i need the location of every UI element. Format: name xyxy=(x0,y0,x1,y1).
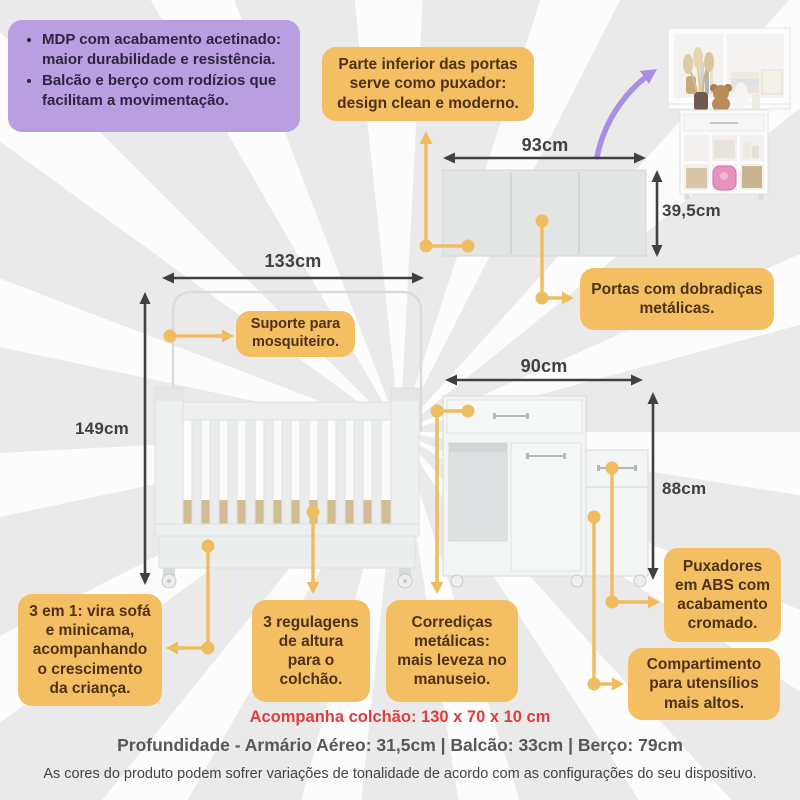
feature-list-box xyxy=(8,20,300,132)
callout-doors-handle: Parte inferior das portas serve como puxador: design clean e moderno. xyxy=(322,47,534,121)
dim-cabinet-width: 90cm xyxy=(520,356,568,376)
dim-crib-width: 133cm xyxy=(264,251,322,271)
dim-aerial-width: 93cm xyxy=(521,135,569,155)
cabinet-height-arrow xyxy=(648,392,659,580)
color-disclaimer: As cores do produto podem sofrer variações de tonalidade de acordo com as configurações do seu dispositivo. xyxy=(43,766,757,782)
feature-item: • Balcão e berço com rodízios que facilitam a movimentação. xyxy=(42,71,292,110)
callout-hinges: Portas com dobradiças metálicas. xyxy=(580,268,774,330)
product-photo xyxy=(668,28,790,200)
callout-height-adjustment: 3 regulagens de altura para o colchão. xyxy=(252,600,370,702)
crib-width-arrow xyxy=(162,273,424,284)
cabinet-casters xyxy=(451,575,646,587)
dim-cabinet-height: 88cm xyxy=(662,479,707,498)
depth-specs: Profundidade - Armário Aéreo: 31,5cm | Balcão: 33cm | Berço: 79cm xyxy=(117,735,683,755)
callout-mosquito-net: Suporte para mosquiteiro. xyxy=(236,311,355,357)
mattress-note: Acompanha colchão: 130 x 70 x 10 cm xyxy=(249,708,551,726)
feature-list xyxy=(14,30,292,110)
callout-three-in-one: 3 em 1: vira sofá e minicama, acompanhando o crescimento da criança. xyxy=(18,594,162,706)
base-cabinet-drawing xyxy=(443,396,648,587)
dim-crib-height: 149cm xyxy=(75,419,129,438)
aerial-height-arrow xyxy=(652,170,663,257)
callout-abs-handles: Puxadores em ABS com acabamento cromado. xyxy=(664,548,781,642)
connector-mosquito-net xyxy=(164,330,235,343)
purple-arrow-icon xyxy=(597,69,657,157)
callout-metal-slides: Corrediças metálicas: mais leveza no manuseio. xyxy=(386,600,518,702)
dim-aerial-height: 39,5cm xyxy=(662,201,721,220)
feature-item: • MDP com acabamento acetinado: maior durabilidade e resistência. xyxy=(42,30,292,69)
crib-drawing xyxy=(155,388,419,588)
callout-tall-compartment: Compartimento para utensílios mais altos. xyxy=(628,648,780,720)
crib-casters xyxy=(162,568,412,588)
